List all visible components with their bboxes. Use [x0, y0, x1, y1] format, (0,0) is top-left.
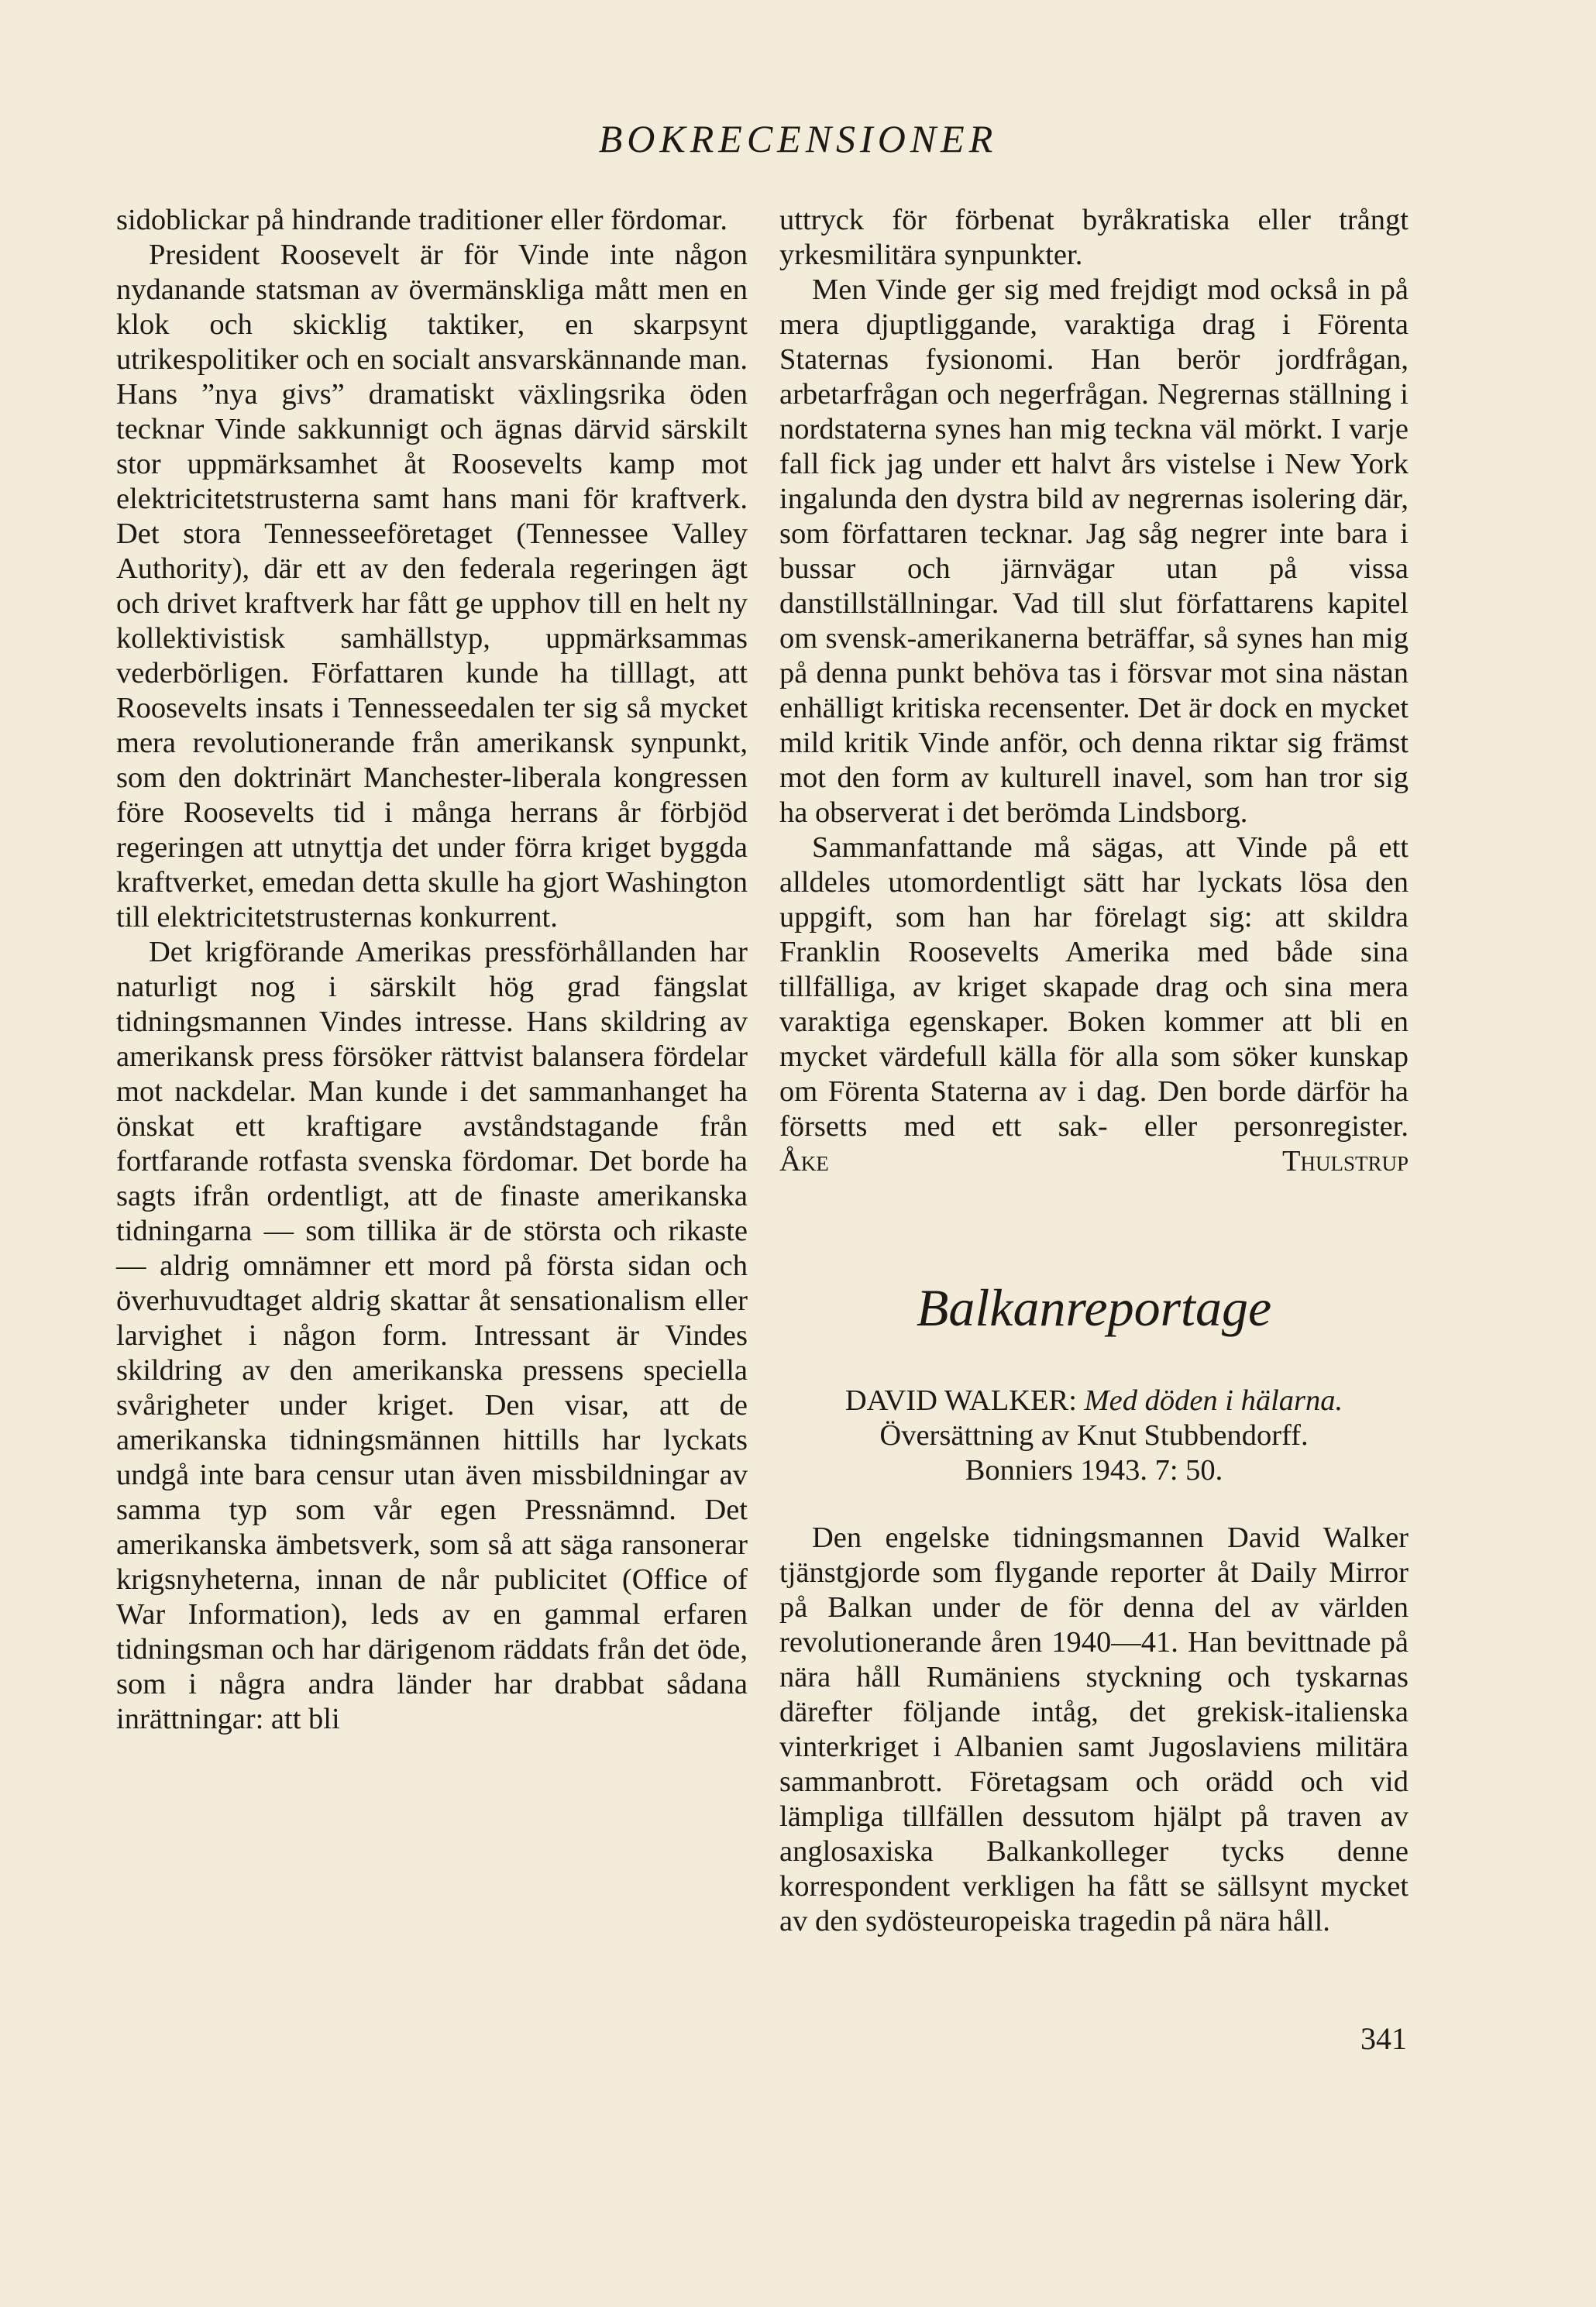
page-number: 341 — [1360, 2021, 1407, 2056]
book-title: Med döden i hälarna. — [1084, 1384, 1343, 1417]
review-title: Balkanreportage — [916, 1278, 1272, 1337]
closing-paragraph-text: Sammanfattande må sägas, att Vinde på ett alldeles utomordentligt sätt har lyckats lösa den uppgift, som han har förelagt sig: att skildra Franklin Roosevelts Amerika med både sina tillfälliga, av kriget skapade drag och sina mera varaktiga egenskaper. Boken kommer att bli en mycket värdefull källa för alla som söker kunskap om Förenta Staterna av i dag. Den borde därför ha försetts med ett sak- eller personregister. — [779, 831, 1409, 1143]
book-author: DAVID WALKER: — [844, 1384, 1077, 1417]
book-bibliography — [779, 1384, 1409, 1488]
left-column — [116, 203, 748, 1737]
book-translation: Översättning av Knut Stubbendorff. — [879, 1419, 1309, 1452]
left-paragraph-1: sidoblickar på hindrande traditioner eller fördomar. — [116, 204, 727, 236]
right-paragraph-2: Men Vinde ger sig med frejdigt mod också in på mera djuptliggande, varaktiga drag i Förenta Staternas fysionomi. Han berör jordfrågan, arbetarfrågan och negerfrågan. Negrernas ställning i nordstaterna synes han mig teckna väl mörkt. I varje fall fick jag under ett halvt års vistelse i New York ingalunda den dystra bild av negrernas isolering där, som författaren tecknar. Jag såg negrer inte bara i bussar och järnvägar utan på vissa danstillställningar. Vad till slut författarens kapitel om svensk-amerikanerna beträffar, så synes han mig på denna punkt behöva tas i försvar mot sina nästan enhälligt kritiska recensenter. Det är dock en mycket mild kritik Vinde anför, och denna riktar sig främst mot den form av kulturell inavel, som han tror sig ha observerat i det berömda Lindsborg. — [779, 273, 1409, 829]
left-paragraph-2: President Roosevelt är för Vinde inte någon nydanande statsman av övermänskliga mått men en klok och skicklig taktiker, en skarpsynt utrikespolitiker och en socialt ansvarskännande man. Hans ”nya givs” dramatiskt växlingsrika öden tecknar Vinde sakkunnigt och ägnas därvid särskilt stor uppmärksamhet åt Roosevelts kamp mot elektricitetstrusterna samt hans mani för kraftverk. Det stora Tennesseeföretaget (Tennessee Valley Authority), där ett av den federala regeringen ägt och drivet kraftverk har fått ge upphov till en helt ny kollektivistisk samhällstyp, uppmärksammas vederbörligen. Författaren kunde ha tilllagt, att Roosevelts insats i Tennesseedalen ter sig så mycket mera revolutionerande från amerikansk synpunkt, som den doktrinärt Manchester-liberala kongressen före Roosevelts tid i många herrans år förbjöd regeringen att utnyttja det under förra kriget byggda kraftverket, emedan detta skulle ha gjort Washington till elektricitetstrusternas konkurrent. — [116, 239, 748, 933]
running-head: BOKRECENSIONER — [598, 117, 998, 160]
right-paragraph-1: uttryck för förbenat byråkratiska eller trångt yrkesmilitära synpunkter. — [779, 204, 1409, 271]
review-body: Den engelske tidningsmannen David Walker tjänstgjorde som flygande reporter åt Daily Mirror på Balkan under de för denna del av världen revolutionerande åren 1940—41. Han bevittnade på nära håll Rumäniens styckning och tyskarnas därefter följande intåg, det grekisk-italienska vinterkriget i Albanien samt Jugoslaviens militära sammanbrott. Företagsam och orädd och vid lämpliga tillfällen dessutom hjälpt på traven av anglosaxiska Balkankolleger tycks denne korrespondent verkligen ha fått se sällsynt mycket av den sydösteuropeiska tragedin på nära håll. — [779, 1521, 1409, 1937]
right-column — [779, 203, 1409, 1939]
book-publisher: Bonniers 1943. 7: 50. — [965, 1454, 1223, 1487]
left-paragraph-3: Det krigförande Amerikas pressförhållanden har naturligt nog i särskilt hög grad fängslat tidningsmannen Vindes intresse. Hans skildring av amerikansk press försöker rättvist balansera fördelar mot nackdelar. Man kunde i det sammanhanget ha önskat ett kraftigare avståndstagande från fortfarande rotfasta svenska fördomar. Det borde ha sagts ifrån ordentligt, att de finaste amerikanska tidningarna — som tillika är de största och rikaste — aldrig omnämner ett mord på första sidan och överhuvudtaget aldrig skattar åt sensationalism eller larvighet i någon form. Intressant är Vindes skildring av den amerikanska pressens speciella svårigheter under kriget. Den visar, att de amerikanska tidningsmännen hittills har lyckats undgå inte bara censur utan även missbildningar av samma typ som vår egen Pressnämnd. Det amerikanska ämbetsverk, som så att säga ransonerar krigsnyheterna, innan de når publicitet (Office of War Information), leds av en gammal erfaren tidningsman och har därigenom räddats från det öde, som i några andra länder har drabbat sådana inrättningar: att bli — [116, 936, 748, 1735]
reviewer-signature: Åke Thulstrup — [779, 1145, 1409, 1178]
closing-paragraph — [779, 830, 1409, 1179]
